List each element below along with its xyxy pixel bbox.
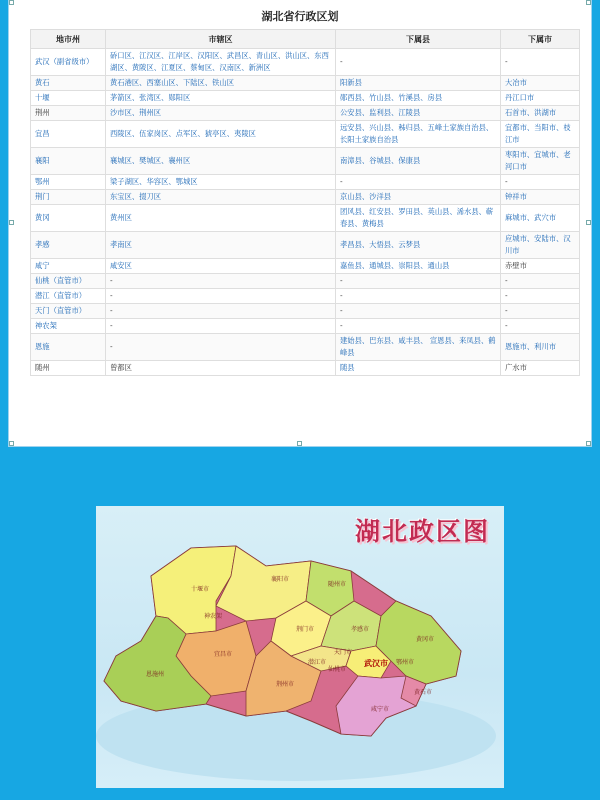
map-label: 咸宁市 bbox=[371, 706, 390, 713]
map-label: 襄阳市 bbox=[271, 576, 290, 583]
cities-cell: - bbox=[501, 319, 580, 334]
city-cell[interactable]: 黄冈 bbox=[31, 205, 106, 232]
districts-cell: - bbox=[106, 274, 336, 289]
counties-cell: - bbox=[336, 319, 501, 334]
spreadsheet-table-panel bbox=[9, 0, 591, 446]
map-title: 湖北政区图 bbox=[354, 517, 490, 546]
table-row bbox=[31, 76, 580, 91]
cities-cell: - bbox=[501, 49, 580, 76]
header-counties: 下属县 bbox=[336, 30, 501, 49]
counties-cell: - bbox=[336, 49, 501, 76]
city-cell[interactable]: 孝感 bbox=[31, 232, 106, 259]
table-row bbox=[31, 121, 580, 148]
cities-cell: - bbox=[501, 274, 580, 289]
districts-cell[interactable]: 东宝区、掇刀区 bbox=[106, 190, 336, 205]
resize-handle-bottom-left[interactable] bbox=[9, 441, 14, 446]
map-label: 荆门市 bbox=[296, 626, 315, 633]
counties-cell[interactable]: 南漳县、谷城县、保康县 bbox=[336, 148, 501, 175]
table-row bbox=[31, 148, 580, 175]
counties-cell[interactable]: 远安县、兴山县、秭归县、五峰土家族自治县、长阳土家族自治县 bbox=[336, 121, 501, 148]
map-label: 仙桃市 bbox=[328, 666, 347, 673]
cities-cell[interactable]: 大冶市 bbox=[501, 76, 580, 91]
districts-cell[interactable]: 襄城区、樊城区、襄州区 bbox=[106, 148, 336, 175]
cities-cell: - bbox=[501, 289, 580, 304]
table-header-row bbox=[31, 30, 580, 49]
cities-cell[interactable]: 麻城市、武穴市 bbox=[501, 205, 580, 232]
table-title: 湖北省行政区划 bbox=[261, 10, 339, 23]
districts-cell[interactable]: 咸安区 bbox=[106, 259, 336, 274]
resize-handle-top-right[interactable] bbox=[586, 0, 591, 5]
city-cell[interactable]: 武汉（副省级市） bbox=[31, 49, 106, 76]
map-label: 孝感市 bbox=[351, 626, 370, 633]
cities-cell[interactable]: 石首市、洪湖市 bbox=[501, 106, 580, 121]
districts-cell: - bbox=[106, 304, 336, 319]
header-cities: 下属市 bbox=[501, 30, 580, 49]
map-label: 宜昌市 bbox=[214, 651, 233, 658]
map-label: 武汉市 bbox=[364, 659, 388, 668]
city-cell[interactable]: 襄阳 bbox=[31, 148, 106, 175]
districts-cell[interactable]: 茅箭区、张湾区、郧阳区 bbox=[106, 91, 336, 106]
city-cell[interactable]: 潜江（直管市） bbox=[31, 289, 106, 304]
table-row bbox=[31, 289, 580, 304]
table-row bbox=[31, 334, 580, 361]
cities-cell[interactable]: 丹江口市 bbox=[501, 91, 580, 106]
counties-cell[interactable]: 郧西县、竹山县、竹溪县、房县 bbox=[336, 91, 501, 106]
cities-cell[interactable]: 应城市、安陆市、汉川市 bbox=[501, 232, 580, 259]
districts-cell[interactable]: 西陵区、伍家岗区、点军区、猇亭区、夷陵区 bbox=[106, 121, 336, 148]
cities-cell[interactable]: 枣阳市、宜城市、老河口市 bbox=[501, 148, 580, 175]
districts-cell[interactable]: 曾都区 bbox=[106, 361, 336, 376]
resize-handle-top-left[interactable] bbox=[9, 0, 14, 5]
table-row bbox=[31, 319, 580, 334]
resize-handle-right[interactable] bbox=[586, 220, 591, 225]
map-label: 神农架 bbox=[204, 613, 223, 620]
table-row bbox=[31, 259, 580, 274]
hubei-map-image bbox=[96, 506, 504, 788]
map-label: 潜江市 bbox=[308, 659, 327, 666]
counties-cell: - bbox=[336, 175, 501, 190]
cities-cell[interactable]: 恩施市、利川市 bbox=[501, 334, 580, 361]
resize-handle-left[interactable] bbox=[9, 220, 14, 225]
map-label: 十堰市 bbox=[191, 586, 210, 593]
districts-cell: - bbox=[106, 334, 336, 361]
map-label: 随州市 bbox=[328, 581, 347, 588]
counties-cell[interactable]: 团风县、红安县、罗田县、英山县、浠水县、蕲春县、黄梅县 bbox=[336, 205, 501, 232]
map-label: 恩施州 bbox=[146, 671, 165, 678]
table-row bbox=[31, 361, 580, 376]
city-cell[interactable]: 鄂州 bbox=[31, 175, 106, 190]
map-label: 荆州市 bbox=[276, 681, 295, 688]
counties-cell[interactable]: 阳新县 bbox=[336, 76, 501, 91]
cities-cell[interactable]: 广水市 bbox=[501, 361, 580, 376]
map-label: 鄂州市 bbox=[396, 659, 415, 666]
city-cell[interactable]: 神农架 bbox=[31, 319, 106, 334]
counties-cell: - bbox=[336, 289, 501, 304]
city-cell[interactable]: 荆州 bbox=[31, 106, 106, 121]
table-row bbox=[31, 49, 580, 76]
table-row bbox=[31, 274, 580, 289]
districts-cell[interactable]: 黄石港区、西塞山区、下陆区、铁山区 bbox=[106, 76, 336, 91]
counties-cell: - bbox=[336, 304, 501, 319]
counties-cell[interactable]: 孝昌县、大悟县、云梦县 bbox=[336, 232, 501, 259]
table-row bbox=[31, 175, 580, 190]
header-city: 地市州 bbox=[31, 30, 106, 49]
city-cell[interactable]: 天门（直管市） bbox=[31, 304, 106, 319]
city-cell[interactable]: 十堰 bbox=[31, 91, 106, 106]
cities-cell: - bbox=[501, 175, 580, 190]
cities-cell[interactable]: 钟祥市 bbox=[501, 190, 580, 205]
districts-cell[interactable]: 孝南区 bbox=[106, 232, 336, 259]
districts-cell: - bbox=[106, 319, 336, 334]
resize-handle-bottom[interactable] bbox=[297, 441, 302, 446]
districts-cell[interactable]: 沙市区、荆州区 bbox=[106, 106, 336, 121]
city-cell[interactable]: 荆门 bbox=[31, 190, 106, 205]
city-cell[interactable]: 随州 bbox=[31, 361, 106, 376]
table-row bbox=[31, 190, 580, 205]
city-cell[interactable]: 黄石 bbox=[31, 76, 106, 91]
counties-cell[interactable]: 建始县、巴东县、咸丰县、 宣恩县、来凤县、鹤峰县 bbox=[336, 334, 501, 361]
hubei-map-graphic bbox=[96, 506, 504, 788]
map-label: 黄冈市 bbox=[416, 636, 435, 643]
table-row bbox=[31, 91, 580, 106]
cities-cell[interactable]: 宜都市、当阳市、枝江市 bbox=[501, 121, 580, 148]
counties-cell[interactable]: 京山县、沙洋县 bbox=[336, 190, 501, 205]
city-cell[interactable]: 仙桃（直管市） bbox=[31, 274, 106, 289]
city-cell[interactable]: 恩施 bbox=[31, 334, 106, 361]
division-table bbox=[30, 29, 580, 376]
counties-cell: - bbox=[336, 274, 501, 289]
districts-cell[interactable]: 梁子湖区、华容区、鄂城区 bbox=[106, 175, 336, 190]
cities-cell[interactable]: 赤壁市 bbox=[501, 259, 580, 274]
table-row bbox=[31, 304, 580, 319]
table-row bbox=[31, 205, 580, 232]
districts-cell[interactable]: 硚口区、江汉区、江岸区、汉阳区、武昌区、青山区、洪山区、东西湖区、黄陂区、江夏区、蔡甸区、汉南区、新洲区 bbox=[106, 49, 336, 76]
resize-handle-bottom-right[interactable] bbox=[586, 441, 591, 446]
city-cell[interactable]: 宜昌 bbox=[31, 121, 106, 148]
map-label: 黄石市 bbox=[414, 689, 433, 696]
map-label: 天门市 bbox=[334, 649, 353, 656]
districts-cell[interactable]: 黄州区 bbox=[106, 205, 336, 232]
table-row bbox=[31, 232, 580, 259]
cities-cell: - bbox=[501, 304, 580, 319]
table-row bbox=[31, 106, 580, 121]
counties-cell[interactable]: 随县 bbox=[336, 361, 501, 376]
header-districts: 市辖区 bbox=[106, 30, 336, 49]
districts-cell: - bbox=[106, 289, 336, 304]
counties-cell[interactable]: 公安县、监利县、江陵县 bbox=[336, 106, 501, 121]
city-cell[interactable]: 咸宁 bbox=[31, 259, 106, 274]
counties-cell[interactable]: 嘉鱼县、通城县、崇阳县、通山县 bbox=[336, 259, 501, 274]
